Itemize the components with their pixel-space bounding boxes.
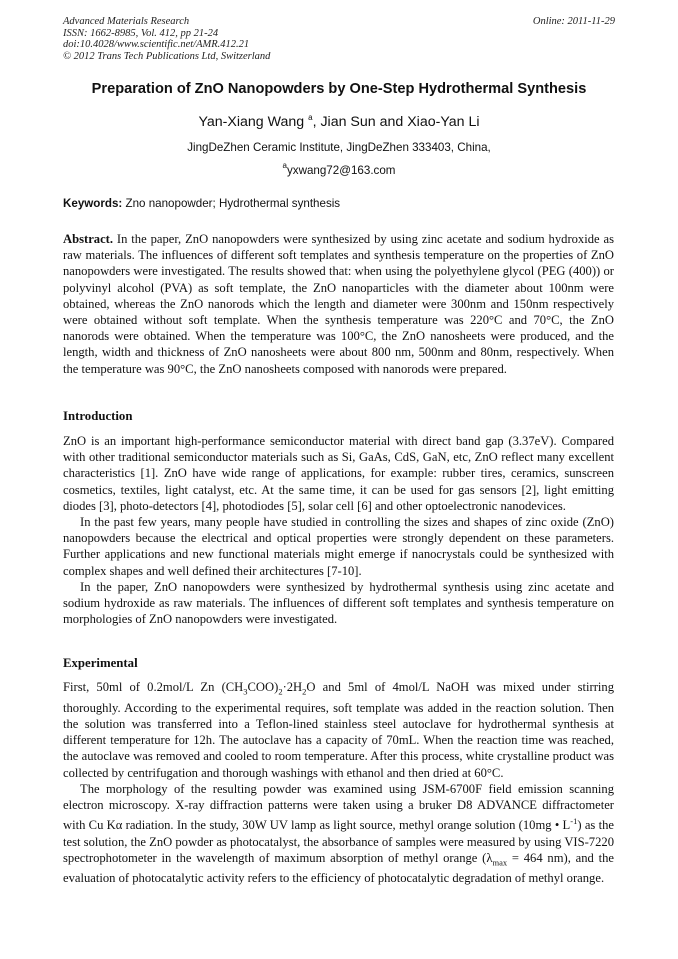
intro-paragraph-2: In the past few years, many people have studied in controlling the sizes and shapes of zinc oxide (ZnO) nanopowders because the electrical and optical properties were strongly dependent on these parameters. Further applications and new functional materials might emerge if nanocrystals could be synthesized with complex shapes and well defined their architectures [7-10]. [63,515,614,578]
introduction-body [63,433,614,627]
journal-header [63,16,270,62]
doi-line: doi:10.4028/www.scientific.net/AMR.412.21 [63,39,250,50]
email-affil-mark: a [282,161,287,170]
paper-title: Preparation of ZnO Nanopowders by One-Step Hydrothermal Synthesis [91,81,587,97]
copyright-line: © 2012 Trans Tech Publications Ltd, Switzerland [63,50,271,62]
author-line [0,113,678,130]
exp-paragraph-1: First, 50ml of 0.2mol/L Zn $(CH_3COO)_2\cdot 2H_2O$ and 5ml of 4mol/L NaOH was mixed under stirring thoroughly. According to the experimental requires, soft template was added in the reaction solution. Then the solution was transferred into a Teflon-lined stainless steel autoclave for hydrothermal synthesis at different temperature for 12h. The autoclave has a capacity of 70mL. When the reaction time was reached, the autoclave was removed and cooled to room temperature. After this process, white crystalline product was collected by centrifugation and thorough washings with ethanol and then dried at 60°C. [63,680,614,780]
abstract-text: In the paper, ZnO nanopowders were synthesized by using zinc acetate and sodium hydroxide as raw materials. The influences of different soft templates and synthesis temperature on the properties of ZnO nanopowders were investigated. The results showed that: when using the polyethylene glycol (PEG (400)) or polyvinyl alcohol (PVA) as soft template, the ZnO nanoparticles with the diameter about 100nm were obtained, whereas the ZnO nanorods which the length and diameter were 300nm and 150nm respectively were obtained without soft template. When the synthesis temperature was 220°C and 70°C, the ZnO nanorods were obtained. When the temperature was 100°C, the ZnO nanosheets were produced, and the length, width and thickness of ZnO nanosheets were about 800 nm, 500nm and 80nm, respectively. When the temperature was 90°C, the ZnO nanosheets composed with nanorods were prepared. [63,232,615,376]
author-email: yxwang72@163.com [287,164,396,177]
keywords-label: Keywords: [63,197,123,210]
author-email-line [0,161,678,177]
keywords-text: Zno nanopowder; Hydrothermal synthesis [125,197,341,210]
journal-name: Advanced Materials Research [63,16,190,27]
other-authors: , Jian Sun and Xiao-Yan Li [312,114,480,130]
keywords [63,197,340,210]
experimental-body [63,679,614,887]
exp-paragraph-2: The morphology of the resulting powder was examined using JSM-6700F field emission scanning electron microscopy. X-ray diffraction patterns were taken using a bruker D8 ADVANCE diffractometer with Cu Kα radiation. In the study, 30W UV lamp as light source, methyl orange solution (10mg • $L^{-1}$) as the test solution, the ZnO powder as photocatalyst, the absorbance of samples were measured by using VIS-7220 spectrophotometer in the wavelength of maximum absorption of methyl orange ($\lambda_{max} = 464$ nm), and the evaluation of photocatalytic activity refers to the efficiency of photocatalytic degradation of methyl orange. [63,781,614,886]
intro-paragraph-3: In the paper, ZnO nanopowders were synthesized by hydrothermal synthesis using zinc acetate and sodium hydroxide as raw materials. The influences of different soft templates and synthesis temperature on morphologies of ZnO nanopowders were investigated. [63,579,614,627]
experimental-heading: Experimental [63,656,138,670]
author-affil-mark: a [308,113,313,122]
abstract-label: Abstract. [63,232,114,246]
online-date: Online: 2011-11-29 [532,16,615,27]
first-author: Yan-Xiang Wang [198,114,305,130]
abstract [63,231,614,377]
affiliation: JingDeZhen Ceramic Institute, JingDeZhen 333403, China, [187,141,491,154]
introduction-heading: Introduction [63,409,133,423]
issn-line: ISSN: 1662-8985, Vol. 412, pp 21-24 [63,27,219,39]
intro-paragraph-1: ZnO is an important high-performance semiconductor material with direct band gap (3.37eV). Compared with other traditional semiconductor materials such as Si, GaAs, CdS, GaN, etc, ZnO reflect many excellent characteristics [1]. ZnO have wide range of applications, for example: rubber tires, ceramics, sunscreen cosmetics, textiles, light catalyst, etc. At the same time, it can be used for gas sensors [2], light emitting diodes [3], photo-detectors [4], photodiodes [5], solar cell [6] and other optoelectronic nanodevices. [63,434,614,513]
